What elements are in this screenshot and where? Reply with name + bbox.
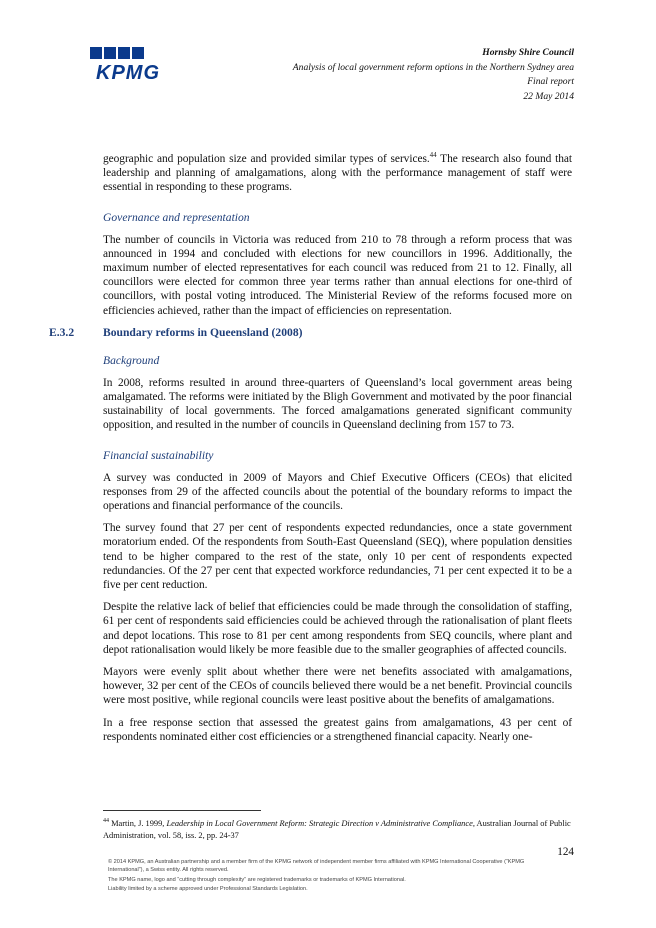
page-number: 124 bbox=[557, 846, 574, 858]
report-title: Analysis of local government reform options in the Northern Sydney area bbox=[292, 61, 574, 73]
trademark-line: The KPMG name, logo and “cutting through complexity” are registered trademarks or trademarks of KPMG International. bbox=[108, 876, 406, 883]
financial-paragraph: A survey was conducted in 2009 of Mayors and Chief Executive Officers (CEOs) that elicited responses from 29 of the affected councils about the potential of the boundary reforms to impact the operations and financial performance of the councils. bbox=[103, 471, 572, 513]
footnote-title: Leadership in Local Government Reform: Strategic Direction v Administrative Compliance bbox=[166, 818, 473, 828]
intro-paragraph: geographic and population size and provided similar types of services.$^{44}$ The research also found that leadership and planning of amalgamations, along with the performance management of staff were essential in responding to these programs. bbox=[103, 151, 572, 194]
financial-paragraph: Mayors were evenly split about whether there were net benefits associated with amalgamations, however, 32 per cent of the CEOs of councils believed there would be a net benefit. Provincial councils were most positive, while regional councils were least positive about the benefits of amalgamations. bbox=[103, 666, 572, 707]
financial-paragraph: The survey found that 27 per cent of respondents expected redundancies, once a state government moratorium ended. Of the respondents from South-East Queensland (SEQ), where population densities tend to be higher compared to the rest of the state, only 10 per cent of respondents expected redundancies. Of the 27 per cent that expected workforce redundancies, 71 per cent expected it to be a five per cent reduction. bbox=[103, 522, 572, 592]
copyright-line: © 2014 KPMG, an Australian partnership and a member firm of the KPMG network of independent member firms affiliated with KPMG International Cooperative (“KPMG International”), a Swiss entity. All rights reserved. bbox=[108, 859, 525, 874]
report-header bbox=[293, 46, 574, 104]
financial-heading: Financial sustainability bbox=[103, 448, 214, 462]
section-heading bbox=[49, 325, 572, 340]
liability-line: Liability limited by a scheme approved under Professional Standards Legislation. bbox=[108, 885, 308, 892]
financial-paragraph: Despite the relative lack of belief that efficiencies could be made through the consolidation of staffing, 61 per cent of respondents said efficiencies could be achieved through the rationalisation of plant fleets and depot locations. This rose to 81 per cent among respondents from SEQ councils, where plant and depot rationalisation would likely be more feasible due to the smaller geographies of affected councils. bbox=[103, 601, 572, 656]
footnote: $^{44}$ Martin, J. 1999, Leadership in Local Government Reform: Strategic Direction v Administrative Compliance, Australian Journal of Public Administration, vol. 58, iss. 2, pp. 24-37 bbox=[103, 818, 571, 841]
page-body bbox=[49, 151, 572, 752]
report-date: 22 May 2014 bbox=[523, 90, 574, 102]
section-title: Boundary reforms in Queensland (2008) bbox=[103, 325, 303, 339]
organisation-name: Hornsby Shire Council bbox=[482, 47, 574, 58]
background-paragraph: In 2008, reforms resulted in around three-quarters of Queensland’s local government areas being amalgamated. The reforms were initiated by the Bligh Government and motivated by the poor financial sustainability of local governments. The forced amalgamations generated significant community opposition, and resulted in the number of councils in Queensland declining from 157 to 73. bbox=[103, 376, 572, 432]
financial-paragraph: In a free response section that assessed the greatest gains from amalgamations, 43 per cent of respondents nominated either cost efficiencies or a strengthened financial capacity. Nearly one- bbox=[103, 716, 572, 743]
section-number: E.3.2 bbox=[49, 325, 75, 339]
footnote-divider bbox=[103, 810, 261, 811]
background-heading: Background bbox=[103, 353, 160, 367]
legal-notice bbox=[108, 858, 528, 894]
governance-paragraph: The number of councils in Victoria was reduced from 210 to 78 through a reform process that was announced in 1994 and concluded with elections for new councillors in 1996. Additionally, the maximum number of elected representatives for each council was reduced from 21 to 12. Finally, all councillors were elected for common three year terms rather than annual elections for one-third of councillors, with postal voting introduced. The Ministerial Review of the reforms focused more on efficiencies achieved, rather than the impact of efficiencies on representation. bbox=[103, 233, 572, 317]
footnote-reference[interactable]: 44 bbox=[429, 151, 437, 160]
governance-heading: Governance and representation bbox=[103, 210, 250, 224]
kpmg-logo bbox=[88, 46, 170, 82]
svg-text:KPMG: KPMG bbox=[96, 62, 160, 82]
footnote-number: 44 bbox=[103, 818, 109, 824]
report-type: Final report bbox=[527, 76, 574, 87]
